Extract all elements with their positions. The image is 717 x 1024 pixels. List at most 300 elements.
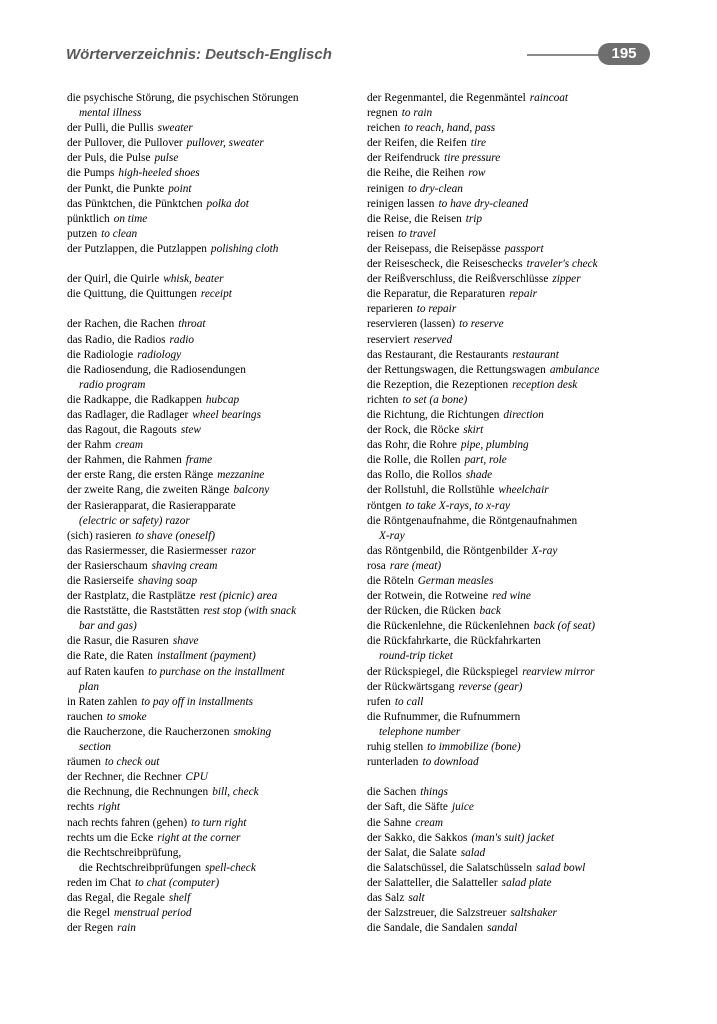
german-term: der Rückspiegel, die Rückspiegel (367, 665, 519, 678)
german-term: nach rechts fahren (gehen) (67, 816, 188, 829)
glossary-entry (67, 197, 362, 212)
glossary-entry (67, 755, 362, 770)
glossary-entry (367, 348, 657, 363)
german-term: der Rechner, die Rechner (67, 771, 182, 784)
german-term: reisen (367, 227, 394, 240)
english-translation: sweater (157, 122, 193, 135)
english-translation: smoking (233, 725, 272, 738)
german-term: die Sahne (367, 816, 412, 829)
german-term: der erste Rang, die ersten Ränge (67, 469, 214, 482)
glossary-entry-continuation: (electric or safety) razor (79, 514, 190, 527)
english-translation: spell-check (205, 861, 256, 874)
english-translation: zipper (552, 273, 581, 286)
english-translation: throat (178, 318, 206, 331)
german-term: die Rückenlehne, die Rückenlehnen (367, 620, 530, 633)
section-gap (367, 770, 657, 785)
english-translation: repair (509, 288, 538, 301)
section-gap (67, 302, 362, 317)
english-translation: to set (a bone) (402, 393, 468, 406)
glossary-entry (367, 166, 657, 181)
english-translation: ambulance (549, 363, 600, 376)
glossary-entry (367, 861, 657, 876)
german-term: das Radlager, die Radlager (67, 408, 189, 421)
german-term: die Rezeption, die Rezeptionen (367, 378, 509, 391)
german-term: die Rechtschreibprüfungen (79, 861, 202, 874)
glossary-entry (67, 166, 362, 181)
glossary-entry (367, 453, 657, 468)
english-translation: bill, check (212, 786, 259, 799)
english-translation: to reach, hand, pass (404, 122, 496, 135)
glossary-entry (367, 257, 657, 272)
english-translation: on time (113, 212, 148, 225)
german-term: die Quittung, die Quittungen (67, 288, 197, 301)
glossary-entry (367, 242, 657, 257)
english-translation: reserved (413, 333, 453, 346)
english-translation: back (of seat) (533, 620, 595, 633)
glossary-entry (67, 121, 362, 136)
german-term: das Pünktchen, die Pünktchen (67, 197, 203, 210)
glossary-entry (67, 770, 362, 785)
english-translation: to rain (401, 107, 433, 120)
german-term: die Radiosendung, die Radiosendungen (67, 363, 246, 376)
glossary-entry (67, 227, 362, 242)
english-translation: shaving soap (137, 575, 198, 587)
glossary-entry-continuation: X-ray (379, 529, 405, 542)
english-translation: wheel bearings (192, 408, 261, 421)
glossary-entry (67, 272, 362, 287)
glossary-entry (367, 287, 657, 302)
glossary-entry-continuation: plan (79, 680, 100, 693)
english-translation: to check out (104, 756, 160, 769)
english-translation: installment (payment) (156, 650, 256, 663)
german-term: reinigen (367, 182, 405, 195)
glossary-entry (67, 906, 362, 921)
german-term: die Rufnummer, die Rufnummern (367, 710, 521, 723)
glossary-entry (367, 831, 657, 846)
german-term: die Rechtschreibprüfung, (67, 846, 182, 859)
english-translation: point (168, 182, 192, 195)
english-translation: German measles (417, 575, 494, 587)
glossary-entry (67, 212, 362, 227)
german-term: der Salatteller, die Salatteller (367, 876, 498, 889)
glossary-entry (367, 91, 657, 106)
english-translation: cream (415, 816, 444, 829)
glossary-entry (367, 272, 657, 287)
german-term: auf Raten kaufen (67, 665, 145, 678)
german-term: der Rock, die Röcke (367, 424, 460, 437)
header-rule (527, 54, 607, 56)
english-translation: salt (408, 891, 425, 904)
german-term: die Rate, die Raten (67, 650, 153, 663)
english-translation: to smoke (106, 710, 147, 723)
english-translation: cream (115, 439, 144, 452)
english-translation: to repair (416, 303, 457, 316)
german-term: der Salzstreuer, die Salzstreuer (367, 907, 507, 920)
glossary-entry (67, 649, 362, 664)
english-translation: part, role (464, 454, 507, 467)
glossary-entry (67, 725, 362, 740)
english-translation: to travel (397, 227, 436, 240)
glossary-entry (367, 740, 657, 755)
german-term: reserviert (367, 333, 410, 346)
glossary-entry (367, 302, 657, 317)
german-term: der Punkt, die Punkte (67, 182, 165, 195)
glossary-entry (67, 921, 362, 936)
english-translation: CPU (185, 771, 208, 784)
german-term: der Rücken, die Rücken (367, 605, 476, 618)
german-term: der Rasierapparat, die Rasierapparate (67, 499, 236, 512)
german-term: die Reparatur, die Reparaturen (367, 288, 506, 301)
german-term: der Salat, die Salate (367, 846, 457, 859)
glossary-entry (367, 544, 657, 559)
glossary-entry (367, 785, 657, 800)
glossary-entry (367, 800, 657, 815)
glossary-entry-continuation: mental illness (79, 107, 142, 120)
english-translation: rest (picnic) area (199, 590, 278, 603)
glossary-entry (67, 287, 362, 302)
german-term: das Rohr, die Rohre (367, 439, 457, 452)
german-term: das Regal, die Regale (67, 891, 165, 904)
english-translation: radiology (137, 348, 182, 361)
english-translation: shade (465, 469, 493, 482)
german-term: die Reihe, die Reihen (367, 167, 465, 180)
english-translation: direction (503, 408, 544, 421)
english-translation: red wine (492, 590, 531, 603)
english-translation: X-ray (531, 544, 558, 557)
glossary-entry (367, 317, 657, 332)
glossary-entry (67, 559, 362, 574)
english-translation: skirt (463, 424, 484, 437)
glossary-entry (367, 363, 657, 378)
glossary-entry (367, 755, 657, 770)
german-term: der Sakko, die Sakkos (367, 831, 468, 844)
german-term: rechts (67, 801, 94, 814)
german-term: die Sachen (367, 786, 417, 799)
glossary-entry (367, 212, 657, 227)
german-term: räumen (67, 756, 101, 769)
glossary-entry (67, 891, 362, 906)
glossary-entry (67, 408, 362, 423)
german-term: reservieren (lassen) (367, 318, 456, 331)
glossary-entry (367, 514, 657, 529)
german-term: der Rückwärtsgang (367, 680, 455, 693)
german-term: putzen (67, 227, 98, 240)
english-translation: high-heeled shoes (118, 167, 200, 180)
glossary-entry (67, 438, 362, 453)
glossary-entry (367, 468, 657, 483)
german-term: das Ragout, die Ragouts (67, 424, 177, 437)
glossary-entry (67, 634, 362, 649)
english-translation: rain (117, 922, 136, 935)
german-term: der Rachen, die Rachen (67, 318, 175, 331)
glossary-column-left (67, 91, 362, 936)
glossary-entry-continuation: bar and gas) (79, 620, 137, 633)
glossary-entry (367, 876, 657, 891)
german-term: der Pulli, die Pullis (67, 122, 154, 135)
glossary-entry (367, 695, 657, 710)
glossary-entry (367, 121, 657, 136)
german-term: richten (367, 393, 399, 406)
glossary-entry (67, 816, 362, 831)
glossary-entry (67, 136, 362, 151)
german-term: die Rückfahrkarte, die Rückfahrkarten (367, 635, 541, 648)
german-term: das Restaurant, die Restaurants (367, 348, 509, 361)
english-translation: right (97, 801, 120, 814)
glossary-entry (367, 499, 657, 514)
english-translation: things (420, 786, 448, 799)
glossary-entry (367, 408, 657, 423)
glossary-entry (67, 785, 362, 800)
german-term: der Rahmen, die Rahmen (67, 454, 182, 467)
english-translation: to download (422, 756, 479, 769)
german-term: der Reifen, die Reifen (367, 137, 467, 150)
german-term: die Rasierseife (67, 575, 134, 587)
german-term: der Reißverschluss, die Reißverschlüsse (367, 273, 549, 286)
english-translation: receipt (200, 288, 232, 301)
glossary-entry (367, 182, 657, 197)
english-translation: to take X-rays, to x-ray (405, 499, 510, 512)
german-term: reinigen lassen (367, 197, 435, 210)
glossary-entry (367, 619, 657, 634)
german-term: die Pumps (67, 167, 115, 180)
german-term: die Salatschüssel, die Salatschüsseln (367, 861, 533, 874)
glossary-entry (367, 589, 657, 604)
german-term: der zweite Rang, die zweiten Ränge (67, 484, 230, 497)
glossary-entry (67, 499, 362, 514)
glossary-entry (367, 816, 657, 831)
glossary-entry (67, 483, 362, 498)
english-translation: juice (451, 801, 474, 814)
german-term: das Radio, die Radios (67, 333, 166, 346)
english-translation: to immobilize (bone) (427, 741, 521, 754)
glossary-entry (367, 151, 657, 166)
english-translation: to pay off in installments (141, 695, 253, 708)
german-term: die Sandale, die Sandalen (367, 922, 484, 935)
english-translation: razor (231, 544, 256, 557)
glossary-entry (67, 151, 362, 166)
english-translation: pullover, sweater (186, 137, 264, 150)
english-translation: shave (172, 635, 199, 648)
german-term: die Rasur, die Rasuren (67, 635, 169, 648)
german-term: die Radkappe, die Radkappen (67, 393, 202, 406)
glossary-entry (367, 559, 657, 574)
english-translation: hubcap (205, 393, 240, 406)
german-term: die Radiologie (67, 348, 134, 361)
glossary-entry (67, 574, 362, 589)
english-translation: to call (394, 695, 424, 708)
glossary-entry (67, 453, 362, 468)
german-term: (sich) rasieren (67, 529, 132, 542)
german-term: der Saft, die Säfte (367, 801, 448, 814)
english-translation: to turn right (191, 816, 247, 829)
english-translation: whisk, beater (163, 273, 224, 286)
german-term: die Raucherzone, die Raucherzonen (67, 725, 230, 738)
glossary-entry (67, 665, 362, 680)
german-term: regnen (367, 107, 398, 120)
german-term: reden im Chat (67, 876, 131, 889)
german-term: röntgen (367, 499, 402, 512)
german-term: der Rotwein, die Rotweine (367, 590, 489, 603)
glossary-entry (67, 544, 362, 559)
english-translation: to purchase on the installment (148, 665, 285, 678)
glossary-entry (367, 891, 657, 906)
glossary-entry (67, 242, 362, 257)
german-term: das Rollo, die Rollos (367, 469, 462, 482)
glossary-entry (67, 348, 362, 363)
english-translation: wheelchair (498, 484, 549, 497)
glossary-entry (367, 393, 657, 408)
glossary-entry (367, 136, 657, 151)
english-translation: back (479, 605, 501, 618)
german-term: in Raten zahlen (67, 695, 138, 708)
glossary-entry (367, 438, 657, 453)
glossary-entry (367, 710, 657, 725)
german-term: rufen (367, 695, 391, 708)
english-translation: sandal (487, 922, 518, 935)
glossary-entry (67, 710, 362, 725)
glossary-entry-continuation: section (79, 741, 111, 754)
english-translation: tire pressure (444, 152, 501, 165)
glossary-entry (367, 665, 657, 680)
glossary-entry (367, 378, 657, 393)
english-translation: restaurant (512, 348, 559, 361)
english-translation: to clean (101, 227, 138, 240)
glossary-entry (67, 846, 362, 861)
glossary-entry (67, 363, 362, 378)
english-translation: row (468, 167, 486, 180)
glossary-entry (67, 831, 362, 846)
glossary-entry (67, 876, 362, 891)
page-header (66, 40, 652, 70)
glossary-entry (367, 483, 657, 498)
english-translation: saltshaker (510, 907, 557, 920)
german-term: die Reise, die Reisen (367, 212, 462, 225)
german-term: das Rasiermesser, die Rasiermesser (67, 544, 228, 557)
glossary-entry (367, 846, 657, 861)
glossary-entry (67, 695, 362, 710)
english-translation: rest stop (with snack (203, 605, 297, 618)
german-term: die Röteln (367, 575, 414, 587)
german-term: der Reisepass, die Reisepässe (367, 242, 501, 255)
glossary-entry (367, 423, 657, 438)
german-term: die Raststätte, die Raststätten (67, 605, 200, 618)
glossary-entry (67, 333, 362, 348)
english-translation: to reserve (459, 318, 504, 331)
glossary-entry (67, 91, 362, 106)
german-term: das Salz (367, 891, 405, 904)
german-term: der Rasierschaum (67, 559, 148, 572)
glossary-entry (67, 317, 362, 332)
english-translation: to have dry-cleaned (438, 197, 529, 210)
english-translation: polka dot (206, 197, 249, 210)
german-term: der Putzlappen, die Putzlappen (67, 242, 207, 255)
german-term: der Rastplatz, die Rastplätze (67, 590, 196, 603)
glossary-entry (367, 680, 657, 695)
german-term: ruhig stellen (367, 741, 424, 754)
glossary-entry-continuation: telephone number (379, 725, 461, 738)
glossary-entry (67, 423, 362, 438)
page-number-badge: 195 (598, 43, 650, 65)
german-term: das Röntgenbild, die Röntgenbilder (367, 544, 528, 557)
glossary-entry (367, 574, 657, 589)
glossary-entry (67, 604, 362, 619)
glossary-entry-continuation: round-trip ticket (379, 650, 453, 663)
english-translation: reverse (gear) (458, 680, 523, 693)
german-term: reichen (367, 122, 401, 135)
glossary-entry (367, 921, 657, 936)
english-translation: mezzanine (217, 469, 265, 482)
glossary-entry (67, 529, 362, 544)
running-head-title: Wörterverzeichnis: Deutsch-Englisch (66, 46, 332, 63)
german-term: runterladen (367, 756, 419, 769)
german-term: die Regel (67, 907, 110, 920)
german-term: der Reifendruck (367, 152, 441, 165)
glossary-entry (367, 197, 657, 212)
glossary-entry (67, 800, 362, 815)
german-term: der Regenmantel, die Regenmäntel (367, 92, 526, 104)
english-translation: passport (504, 242, 544, 255)
english-translation: pipe, plumbing (460, 439, 529, 452)
glossary-entry (367, 227, 657, 242)
english-translation: rare (meat) (389, 559, 442, 572)
english-translation: rearview mirror (522, 665, 595, 678)
english-translation: balcony (233, 484, 270, 497)
english-translation: trip (465, 212, 483, 225)
glossary-entry (367, 106, 657, 121)
glossary-entry (367, 634, 657, 649)
english-translation: right at the corner (157, 831, 241, 844)
english-translation: salad (460, 846, 486, 859)
german-term: rosa (367, 559, 386, 572)
german-term: rechts um die Ecke (67, 831, 154, 844)
german-term: reparieren (367, 303, 413, 316)
english-translation: salad plate (501, 876, 552, 889)
glossary-entry (67, 393, 362, 408)
glossary-entry (367, 604, 657, 619)
german-term: pünktlich (67, 212, 110, 225)
english-translation: tire (470, 137, 487, 150)
glossary-column-right (367, 91, 657, 936)
glossary-entry-continuation (67, 861, 362, 876)
glossary-entry (367, 906, 657, 921)
german-term: der Quirl, die Quirle (67, 273, 160, 286)
german-term: der Rollstuhl, die Rollstühle (367, 484, 495, 497)
english-translation: pulse (154, 152, 179, 165)
glossary-entry (67, 589, 362, 604)
german-term: der Puls, die Pulse (67, 152, 151, 165)
glossary-entry (67, 182, 362, 197)
english-translation: traveler's check (526, 258, 598, 271)
german-term: rauchen (67, 710, 103, 723)
german-term: die Rolle, die Rollen (367, 454, 461, 467)
german-term: die psychische Störung, die psychischen Störungen (67, 92, 299, 104)
german-term: der Rahm (67, 439, 112, 452)
german-term: der Regen (67, 922, 114, 935)
english-translation: shaving cream (151, 559, 218, 572)
german-term: der Reisescheck, die Reiseschecks (367, 258, 523, 271)
german-term: die Richtung, die Richtungen (367, 408, 500, 421)
english-translation: radio (169, 333, 195, 346)
german-term: die Rechnung, die Rechnungen (67, 786, 209, 799)
english-translation: to dry-clean (408, 182, 463, 195)
english-translation: to shave (oneself) (135, 529, 215, 542)
glossary-entry (367, 333, 657, 348)
section-gap (67, 257, 362, 272)
english-translation: raincoat (529, 92, 569, 104)
english-translation: to chat (computer) (135, 876, 220, 889)
german-term: der Rettungswagen, die Rettungswagen (367, 363, 546, 376)
german-term: die Röntgenaufnahme, die Röntgenaufnahmen (367, 514, 578, 527)
